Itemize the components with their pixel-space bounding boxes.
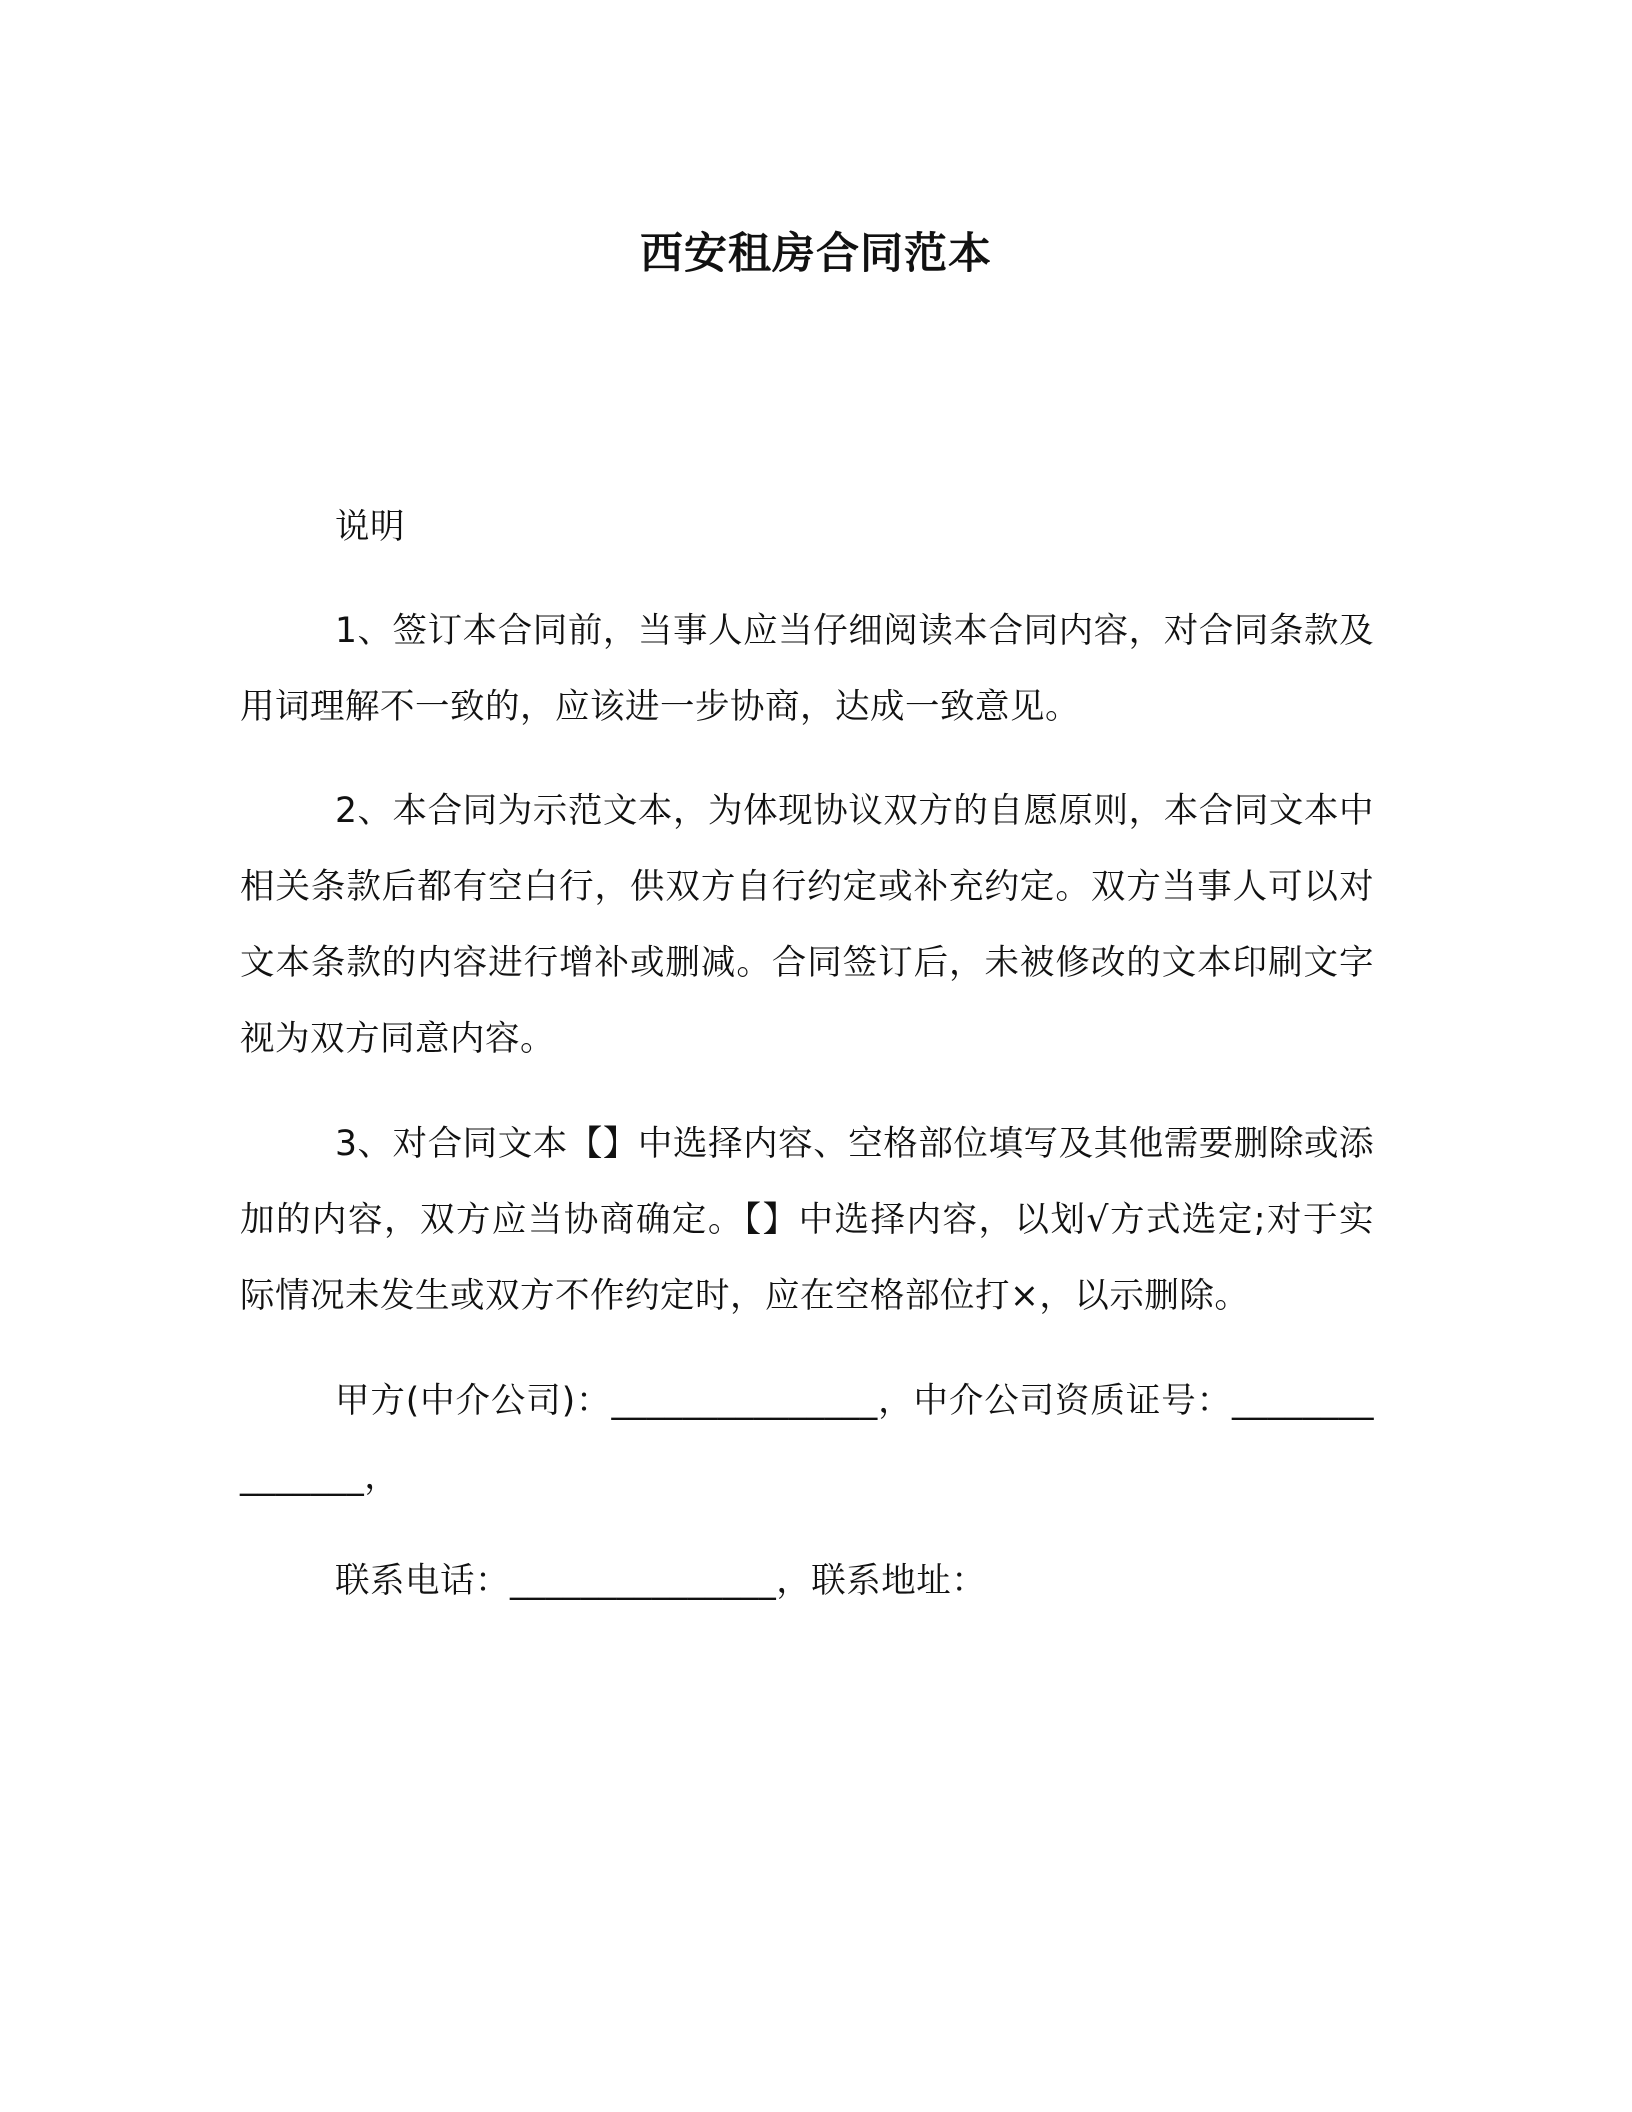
- document-body: [240, 489, 1374, 1619]
- document-title: 西安租房合同范本: [640, 229, 992, 279]
- section-heading: 说明: [335, 507, 405, 547]
- contact-info-line: 联系电话：_______________，联系地址：: [335, 1561, 987, 1601]
- instruction-paragraph-1: 1、签订本合同前，当事人应当仔细阅读本合同内容，对合同条款及用词理解不一致的，应该进一步协商，达成一致意见。: [240, 611, 1374, 727]
- party-a-info-line: 甲方(中介公司)：_______________，中介公司资质证号：_______________，: [240, 1381, 1374, 1497]
- instruction-paragraph-2: 2、本合同为示范文本，为体现协议双方的自愿原则，本合同文本中相关条款后都有空白行，供双方自行约定或补充约定。双方当事人可以对文本条款的内容进行增补或删减。合同签订后，未被修改的文本印刷文字视为双方同意内容。: [240, 791, 1374, 1059]
- instruction-paragraph-3: 3、对合同文本【】中选择内容、空格部位填写及其他需要删除或添加的内容，双方应当协商确定。【】中选择内容，以划√方式选定;对于实际情况未发生或双方不作约定时，应在空格部位打×，以示删除。: [240, 1124, 1374, 1316]
